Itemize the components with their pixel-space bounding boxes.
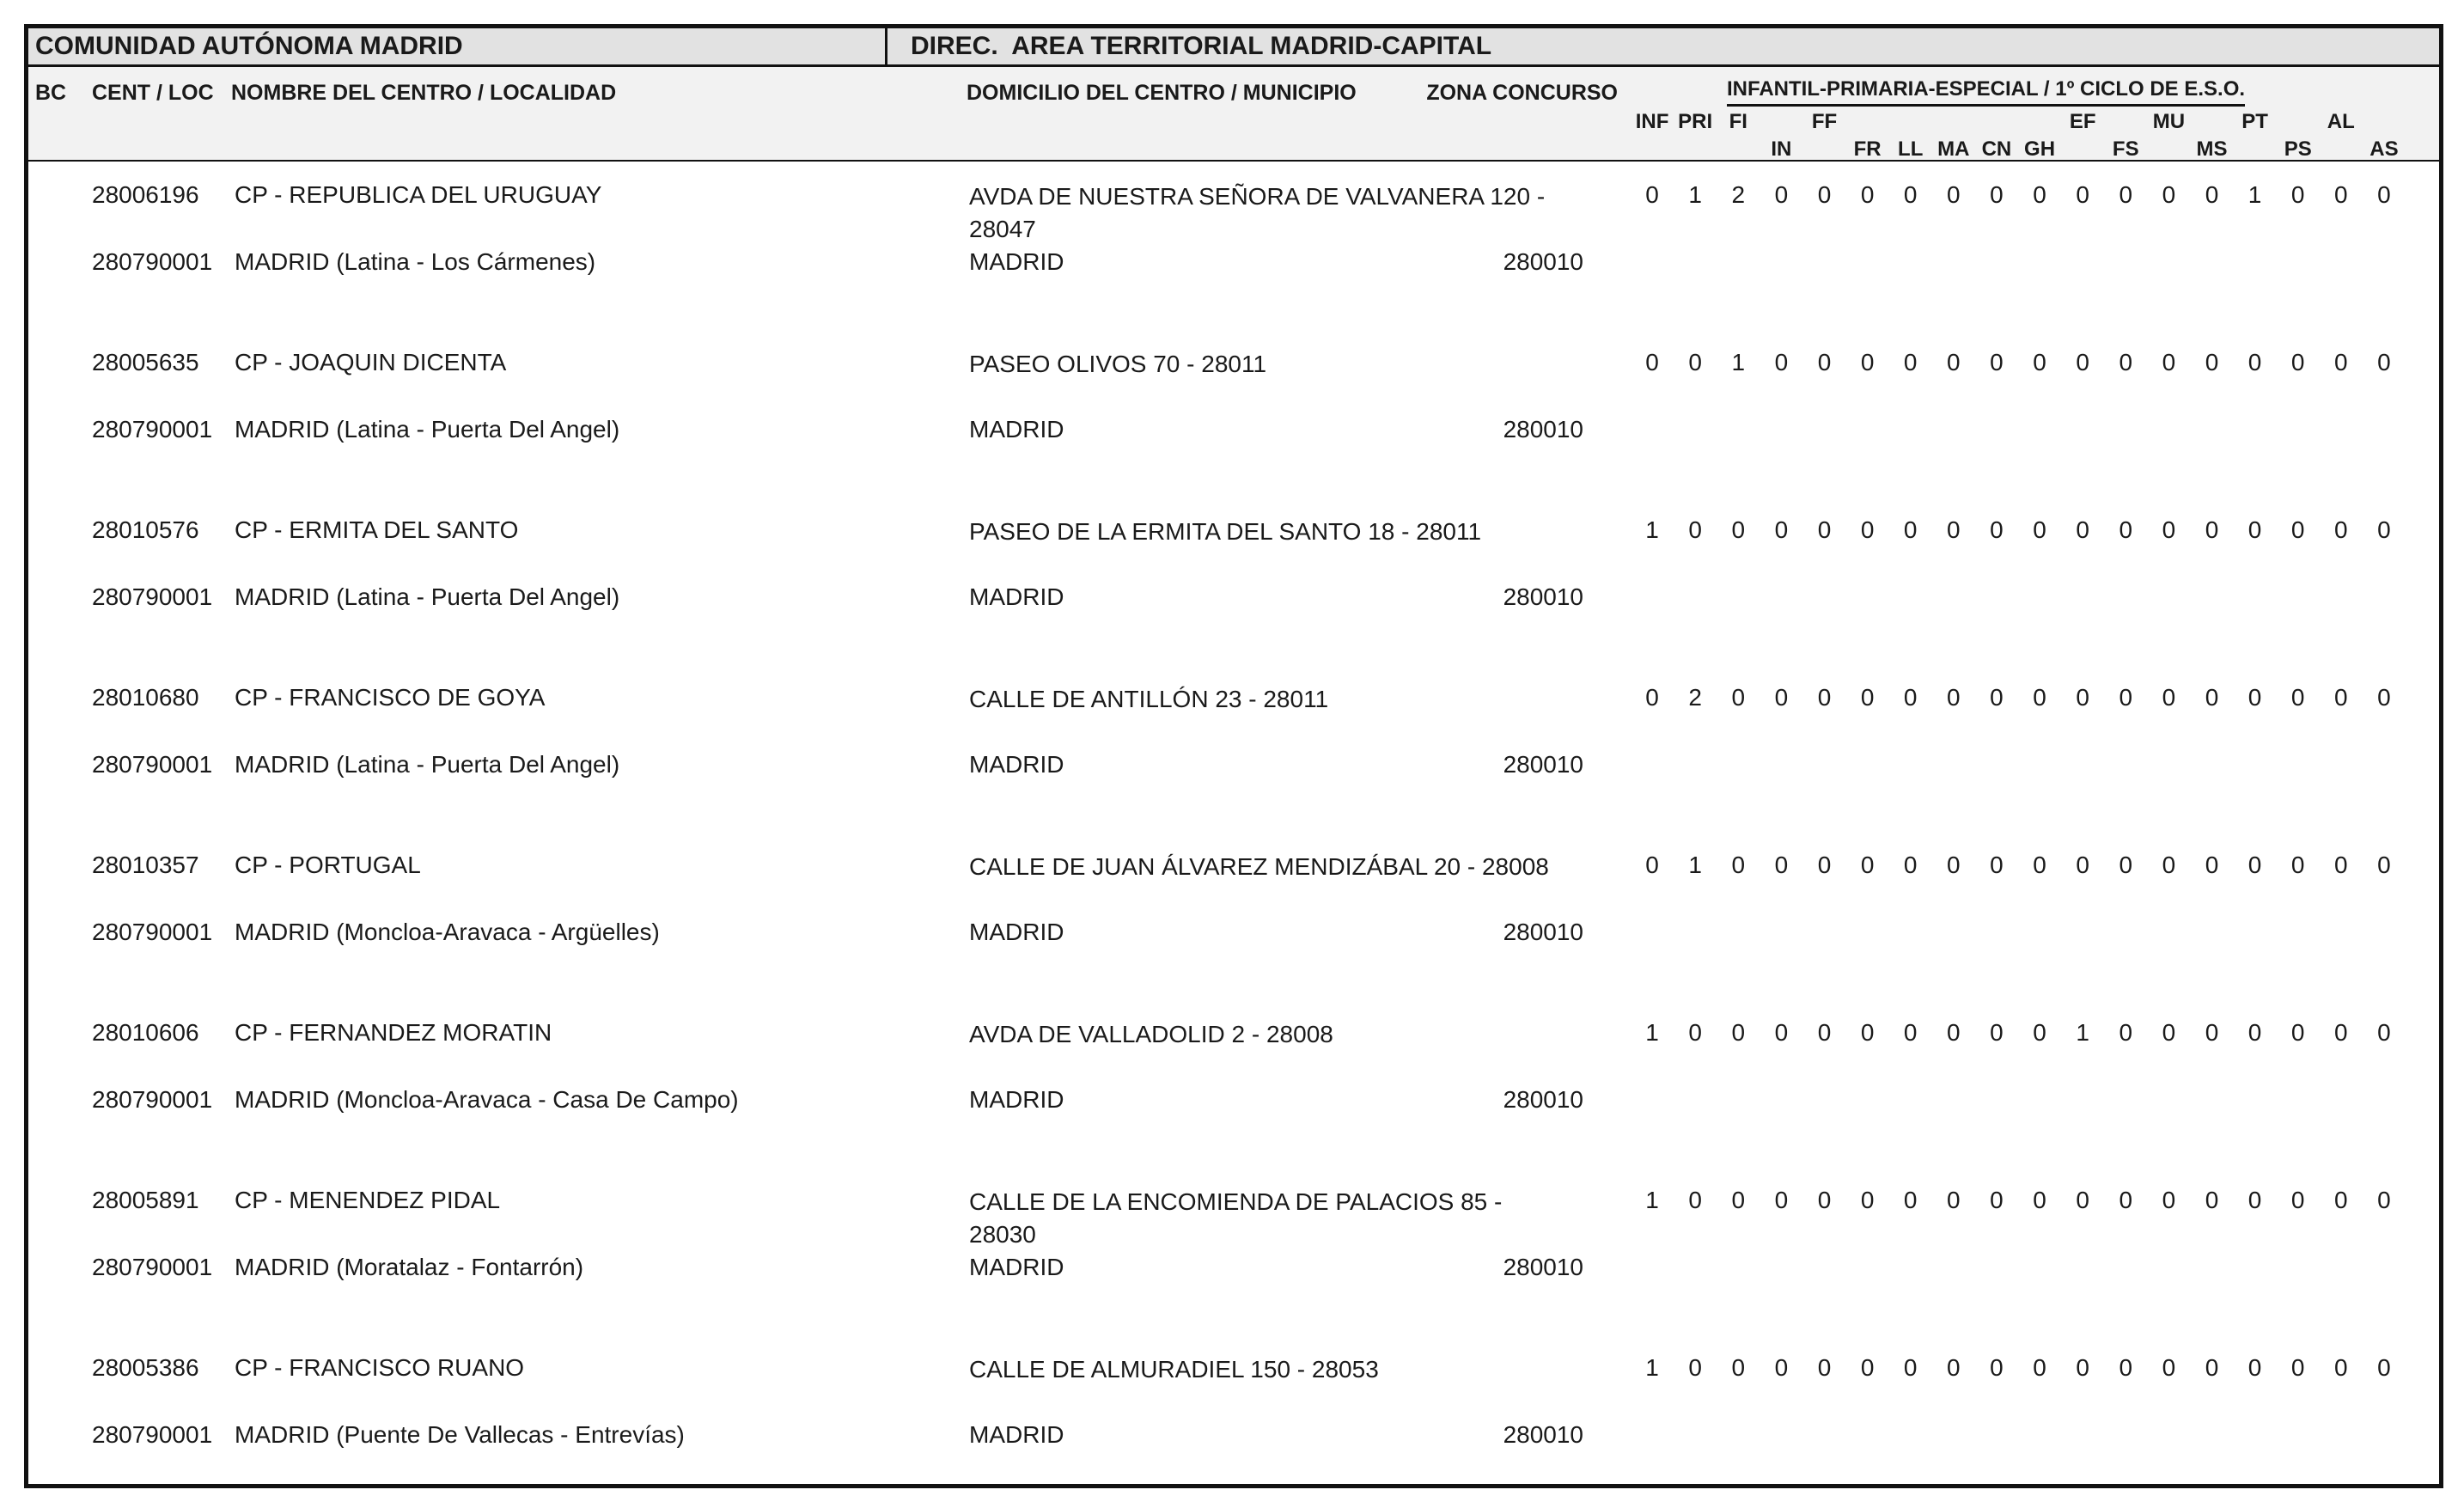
vacancy-value: 0	[2334, 1019, 2348, 1046]
address-line: PASEO OLIVOS 70 - 28011	[969, 351, 1267, 377]
vacancy-value: 0	[2377, 1187, 2391, 1213]
center-address	[969, 1186, 1622, 1251]
vacancy-value: 0	[2162, 516, 2176, 543]
vacancy-value: 0	[2033, 684, 2046, 711]
locality-name: MADRID (Moratalaz - Fontarrón)	[235, 1254, 584, 1280]
vacancy-value: 0	[1645, 852, 1659, 878]
vacancy-value: 0	[2205, 1187, 2219, 1213]
address-line: AVDA DE VALLADOLID 2 - 28008	[969, 1021, 1333, 1047]
center-code: 28005386	[92, 1354, 199, 1381]
subject-col-label: MS	[2196, 137, 2228, 161]
municipality: MADRID	[969, 248, 1064, 275]
table-row	[28, 851, 2439, 1018]
subject-col-label: MU	[2152, 110, 2186, 133]
vacancy-value: 0	[2119, 684, 2133, 711]
vacancy-value: 0	[2247, 852, 2262, 878]
zona-value: 280010	[1503, 1086, 1583, 1113]
subject-col-label	[1631, 137, 1674, 162]
center-address	[969, 851, 1622, 883]
vacancy-value: 0	[2377, 1019, 2391, 1046]
vacancy-value: 0	[2076, 349, 2089, 376]
vacancy-value: 0	[1947, 516, 1961, 543]
center-name: CP - FERNANDEZ MORATIN	[235, 1019, 552, 1046]
vacancy-value: 0	[1990, 1354, 2004, 1381]
table-row	[28, 1186, 2439, 1353]
vacancy-value: 0	[2119, 1354, 2133, 1381]
table-row	[28, 348, 2439, 516]
center-name: CP - MENENDEZ PIDAL	[235, 1187, 501, 1213]
vacancy-value: 0	[2076, 516, 2089, 543]
vacancy-value: 0	[2076, 181, 2089, 208]
vacancy-value: 0	[2290, 1019, 2305, 1046]
vacancy-value: 0	[1817, 516, 1832, 543]
direction-title: DIREC. AREA TERRITORIAL MADRID-CAPITAL	[911, 32, 1492, 60]
subject-col-label: AL	[2327, 110, 2355, 133]
zona-value: 280010	[1503, 751, 1583, 778]
vacancy-value: 0	[1990, 181, 2004, 208]
vacancy-value: 1	[1731, 349, 1746, 376]
vacancy-value: 0	[2247, 516, 2262, 543]
subject-col-label	[2320, 137, 2363, 162]
municipality: MADRID	[969, 1421, 1064, 1448]
vacancy-value: 0	[2162, 1019, 2176, 1046]
vacancy-value: 0	[1903, 181, 1918, 208]
vacancy-values	[1631, 180, 2406, 210]
locality-code: 280790001	[92, 1421, 213, 1448]
col-header-nombre: NOMBRE DEL CENTRO / LOCALIDAD	[231, 81, 617, 105]
vacancy-value: 0	[2033, 349, 2046, 376]
vacancy-values	[1631, 516, 2406, 545]
vacancy-value: 0	[2247, 684, 2262, 711]
center-address	[969, 348, 1622, 381]
center-address	[969, 516, 1622, 548]
vacancy-values	[1631, 348, 2406, 377]
vacancy-values	[1631, 683, 2406, 712]
vacancy-value: 0	[2290, 349, 2305, 376]
subject-col-label: MA	[1937, 137, 1970, 161]
vacancy-value: 0	[1774, 516, 1789, 543]
vacancy-value: 0	[1860, 349, 1875, 376]
center-name: CP - FRANCISCO RUANO	[235, 1354, 525, 1381]
locality-name: MADRID (Moncloa-Aravaca - Casa De Campo)	[235, 1086, 739, 1113]
vacancy-values	[1631, 1018, 2406, 1047]
vacancy-value: 0	[2033, 181, 2046, 208]
vacancy-value: 0	[1903, 349, 1918, 376]
vacancy-value: 0	[2076, 852, 2089, 878]
vacancy-value: 0	[2162, 1354, 2176, 1381]
center-code: 28010357	[92, 852, 199, 878]
vacancy-value: 0	[1860, 1019, 1875, 1046]
vacancy-value: 0	[2076, 1187, 2089, 1213]
vacancy-value: 0	[1860, 516, 1875, 543]
vacancy-value: 0	[2162, 852, 2176, 878]
vacancy-value: 0	[2290, 516, 2305, 543]
vacancy-value: 0	[2205, 684, 2219, 711]
municipality: MADRID	[969, 1254, 1064, 1280]
vacancy-value: 1	[1645, 516, 1659, 543]
vacancy-value: 0	[1645, 349, 1659, 376]
locality-name: MADRID (Puente De Vallecas - Entrevías)	[235, 1421, 685, 1448]
center-code: 28010576	[92, 516, 199, 543]
column-header-band	[28, 67, 2439, 162]
vacancy-value: 0	[1990, 516, 2004, 543]
zona-value: 280010	[1503, 1254, 1583, 1280]
subject-col-label	[1846, 110, 1889, 134]
address-line: AVDA DE NUESTRA SEÑORA DE VALVANERA 120 -	[969, 183, 1546, 210]
locality-name: MADRID (Latina - Puerta Del Angel)	[235, 583, 620, 610]
address-line: CALLE DE JUAN ÁLVAREZ MENDIZÁBAL 20 - 28008	[969, 853, 1549, 880]
vacancy-value: 0	[1903, 684, 1918, 711]
vacancy-value: 0	[2033, 1354, 2046, 1381]
subject-col-label: CN	[1981, 137, 2012, 161]
vacancy-value: 0	[2162, 349, 2176, 376]
vacancy-value: 0	[1731, 1019, 1746, 1046]
vacancy-value: 0	[1645, 181, 1659, 208]
title-bar	[28, 28, 2439, 67]
vacancy-value: 0	[1860, 181, 1875, 208]
vacancy-value: 0	[1947, 181, 1961, 208]
vacancy-value: 0	[1903, 1354, 1918, 1381]
center-name: CP - PORTUGAL	[235, 852, 421, 878]
vacancy-value: 0	[2076, 1354, 2089, 1381]
zona-value: 280010	[1503, 583, 1583, 610]
vacancy-value: 0	[2162, 1187, 2176, 1213]
center-code: 28005891	[92, 1187, 199, 1213]
vacancy-value: 0	[1860, 1354, 1875, 1381]
zona-value: 280010	[1503, 248, 1583, 275]
vacancy-value: 0	[2076, 684, 2089, 711]
vacancy-value: 0	[1903, 1187, 1918, 1213]
address-line: CALLE DE ANTILLÓN 23 - 28011	[969, 686, 1329, 712]
vacancy-values	[1631, 1186, 2406, 1215]
subject-col-label: LL	[1898, 137, 1924, 161]
locality-code: 280790001	[92, 1254, 213, 1280]
vacancy-value: 2	[1731, 181, 1746, 208]
vacancy-value: 0	[2377, 852, 2391, 878]
locality-name: MADRID (Moncloa-Aravaca - Argüelles)	[235, 919, 660, 945]
subject-col-label	[1760, 110, 1802, 134]
vacancy-value: 0	[2119, 349, 2133, 376]
vacancy-value: 0	[1817, 349, 1832, 376]
vacancy-value: 0	[1860, 852, 1875, 878]
municipality: MADRID	[969, 416, 1064, 443]
subject-col-label	[1932, 110, 1975, 134]
subject-col-label	[1889, 110, 1932, 134]
table-row	[28, 180, 2439, 348]
vacancy-value: 0	[2377, 1354, 2391, 1381]
vacancy-value: 1	[1645, 1187, 1659, 1213]
vacancy-value: 0	[2205, 516, 2219, 543]
vacancy-value: 0	[2290, 852, 2305, 878]
col-header-group: INFANTIL-PRIMARIA-ESPECIAL / 1º CICLO DE E.S.O.	[1727, 77, 2245, 107]
vacancy-value: 0	[2334, 1187, 2348, 1213]
vacancy-value: 0	[1688, 1187, 1702, 1213]
vacancy-value: 1	[1645, 1354, 1659, 1381]
center-code: 28005635	[92, 349, 199, 376]
vacancy-value: 2	[1688, 684, 1702, 711]
vacancy-value: 0	[1947, 1187, 1961, 1213]
vacancy-value: 0	[1817, 181, 1832, 208]
vacancy-value: 0	[2377, 516, 2391, 543]
subject-header-row1	[1631, 110, 2406, 134]
locality-code: 280790001	[92, 248, 213, 275]
vacancy-value: 0	[2290, 181, 2305, 208]
subject-col-label	[2104, 110, 2147, 134]
subject-col-label	[2363, 110, 2406, 134]
vacancy-value: 0	[2290, 1187, 2305, 1213]
vacancy-value: 0	[1774, 1187, 1789, 1213]
vacancy-value: 0	[2162, 181, 2176, 208]
center-address	[969, 683, 1622, 716]
vacancy-value: 0	[2377, 181, 2391, 208]
vacancy-value: 0	[2247, 1187, 2262, 1213]
locality-name: MADRID (Latina - Puerta Del Angel)	[235, 416, 620, 443]
vacancy-value: 0	[2377, 349, 2391, 376]
vacancy-value: 0	[2033, 1019, 2046, 1046]
vacancy-value: 0	[2334, 181, 2348, 208]
vacancy-value: 0	[2247, 1354, 2262, 1381]
vacancy-value: 0	[1688, 1354, 1702, 1381]
locality-code: 280790001	[92, 583, 213, 610]
vacancy-value: 0	[1774, 1354, 1789, 1381]
center-name: CP - ERMITA DEL SANTO	[235, 516, 519, 543]
center-address	[969, 1353, 1622, 1386]
vacancy-value: 0	[1774, 852, 1789, 878]
vacancy-value: 0	[1990, 684, 2004, 711]
vacancy-value: 0	[2119, 852, 2133, 878]
vacancy-values	[1631, 851, 2406, 880]
vacancy-value: 0	[2205, 852, 2219, 878]
table-row	[28, 1353, 2439, 1480]
vacancy-value: 0	[2119, 1019, 2133, 1046]
vacancy-value: 0	[1947, 852, 1961, 878]
vacancy-value: 0	[2334, 684, 2348, 711]
vacancy-value: 0	[1731, 1354, 1746, 1381]
subject-col-label: FS	[2112, 137, 2139, 161]
vacancy-value: 0	[1817, 1187, 1832, 1213]
subject-col-label: IN	[1771, 137, 1792, 161]
vacancy-value: 0	[2033, 516, 2046, 543]
locality-code: 280790001	[92, 416, 213, 443]
vacancy-value: 0	[2247, 349, 2262, 376]
vacancy-value: 0	[2205, 1019, 2219, 1046]
subject-col-label: GH	[2024, 137, 2056, 161]
vacancy-value: 0	[2205, 181, 2219, 208]
vacancy-value: 0	[1947, 1019, 1961, 1046]
subject-col-label: PRI	[1678, 110, 1713, 133]
vacancy-value: 1	[1645, 1019, 1659, 1046]
center-name: CP - JOAQUIN DICENTA	[235, 349, 507, 376]
vacancy-value: 0	[2334, 1354, 2348, 1381]
address-line: PASEO DE LA ERMITA DEL SANTO 18 - 28011	[969, 518, 1482, 545]
table-body	[28, 162, 2439, 1480]
vacancy-value: 0	[2119, 1187, 2133, 1213]
locality-code: 280790001	[92, 919, 213, 945]
vacancy-value: 0	[1645, 684, 1659, 711]
address-line: 28047	[969, 216, 1036, 242]
subject-col-label: EF	[2069, 110, 2096, 133]
vacancy-value: 1	[2076, 1019, 2089, 1046]
vacancy-value: 0	[2334, 516, 2348, 543]
vacancy-value: 0	[2205, 349, 2219, 376]
subject-col-label: FR	[1853, 137, 1882, 161]
municipality: MADRID	[969, 583, 1064, 610]
vacancy-value: 1	[1688, 181, 1702, 208]
vacancy-value: 0	[1817, 1354, 1832, 1381]
vacancy-value: 0	[2162, 684, 2176, 711]
subject-col-label	[2018, 110, 2061, 134]
subject-col-label	[2234, 137, 2277, 162]
table-row	[28, 683, 2439, 851]
vacancy-value: 0	[1688, 516, 1702, 543]
subject-col-label	[1975, 110, 2018, 134]
center-address	[969, 1018, 1622, 1051]
region-title: COMUNIDAD AUTÓNOMA MADRID	[28, 28, 887, 64]
vacancy-value: 0	[1774, 181, 1789, 208]
center-name: CP - FRANCISCO DE GOYA	[235, 684, 546, 711]
vacancy-value: 0	[1947, 684, 1961, 711]
subject-col-label: FF	[1811, 110, 1838, 133]
center-name: CP - REPUBLICA DEL URUGUAY	[235, 181, 602, 208]
vacancy-value: 0	[1903, 516, 1918, 543]
subject-col-label	[2190, 110, 2233, 134]
vacancy-value: 0	[1774, 349, 1789, 376]
vacancy-value: 0	[1903, 1019, 1918, 1046]
vacancy-value: 0	[2377, 684, 2391, 711]
col-header-cent-loc: CENT / LOC	[92, 81, 214, 105]
subject-col-label	[2147, 137, 2190, 162]
vacancy-value: 0	[1817, 852, 1832, 878]
zona-value: 280010	[1503, 919, 1583, 945]
vacancy-value: 0	[1860, 684, 1875, 711]
municipality: MADRID	[969, 919, 1064, 945]
vacancy-value: 1	[1688, 852, 1702, 878]
subject-col-label: PT	[2241, 110, 2268, 133]
subject-col-label	[2061, 137, 2104, 162]
vacancy-value: 0	[1731, 1187, 1746, 1213]
subject-col-label: FI	[1729, 110, 1747, 133]
center-code: 28010606	[92, 1019, 199, 1046]
zona-value: 280010	[1503, 416, 1583, 443]
zona-value: 280010	[1503, 1421, 1583, 1448]
subject-col-label: AS	[2369, 137, 2399, 161]
vacancy-value: 0	[1688, 349, 1702, 376]
vacancy-value: 0	[1990, 1019, 2004, 1046]
center-code: 28010680	[92, 684, 199, 711]
vacancy-value: 0	[1817, 684, 1832, 711]
vacancy-value: 0	[2334, 349, 2348, 376]
vacancy-value: 0	[2033, 1187, 2046, 1213]
locality-code: 280790001	[92, 1086, 213, 1113]
vacancy-value: 0	[1860, 1187, 1875, 1213]
vacancy-value: 0	[2119, 516, 2133, 543]
vacancy-value: 0	[2205, 1354, 2219, 1381]
vacancy-value: 1	[2247, 181, 2262, 208]
col-header-domicilio: DOMICILIO DEL CENTRO / MUNICIPIO	[967, 81, 1357, 105]
locality-name: MADRID (Latina - Puerta Del Angel)	[235, 751, 620, 778]
vacancy-value: 0	[2290, 1354, 2305, 1381]
municipality: MADRID	[969, 751, 1064, 778]
subject-col-label	[1674, 137, 1717, 162]
address-line: CALLE DE ALMURADIEL 150 - 28053	[969, 1356, 1379, 1383]
subject-col-label: PS	[2284, 137, 2312, 161]
vacancy-value: 0	[2119, 181, 2133, 208]
subject-col-label	[1717, 137, 1760, 162]
vacancy-value: 0	[1947, 349, 1961, 376]
vacancy-value: 0	[1731, 684, 1746, 711]
vacancy-value: 0	[1817, 1019, 1832, 1046]
vacancy-value: 0	[2247, 1019, 2262, 1046]
subject-col-label	[1802, 137, 1845, 162]
locality-name: MADRID (Latina - Los Cármenes)	[235, 248, 596, 275]
vacancy-value: 0	[1731, 516, 1746, 543]
table-frame	[24, 24, 2443, 1488]
vacancy-values	[1631, 1353, 2406, 1383]
subject-col-label: INF	[1635, 110, 1669, 133]
center-code: 28006196	[92, 181, 199, 208]
municipality: MADRID	[969, 1086, 1064, 1113]
center-address	[969, 180, 1622, 246]
vacancy-value: 0	[1731, 852, 1746, 878]
vacancy-value: 0	[1774, 1019, 1789, 1046]
vacancy-value: 0	[2334, 852, 2348, 878]
table-row	[28, 1018, 2439, 1186]
vacancy-value: 0	[2033, 852, 2046, 878]
col-header-bc: BC	[35, 81, 67, 105]
address-line: 28030	[969, 1221, 1036, 1248]
subject-header-row2	[1631, 137, 2406, 162]
vacancy-value: 0	[1774, 684, 1789, 711]
subject-col-label	[2277, 110, 2320, 134]
vacancy-value: 0	[1688, 1019, 1702, 1046]
vacancy-value: 0	[1990, 1187, 2004, 1213]
vacancy-value: 0	[1903, 852, 1918, 878]
vacancy-value: 0	[1990, 852, 2004, 878]
locality-code: 280790001	[92, 751, 213, 778]
address-line: CALLE DE LA ENCOMIENDA DE PALACIOS 85 -	[969, 1188, 1503, 1215]
col-header-zona: ZONA CONCURSO	[1426, 81, 1618, 105]
vacancy-value: 0	[2290, 684, 2305, 711]
vacancy-value: 0	[1990, 349, 2004, 376]
table-row	[28, 516, 2439, 683]
vacancy-value: 0	[1947, 1354, 1961, 1381]
